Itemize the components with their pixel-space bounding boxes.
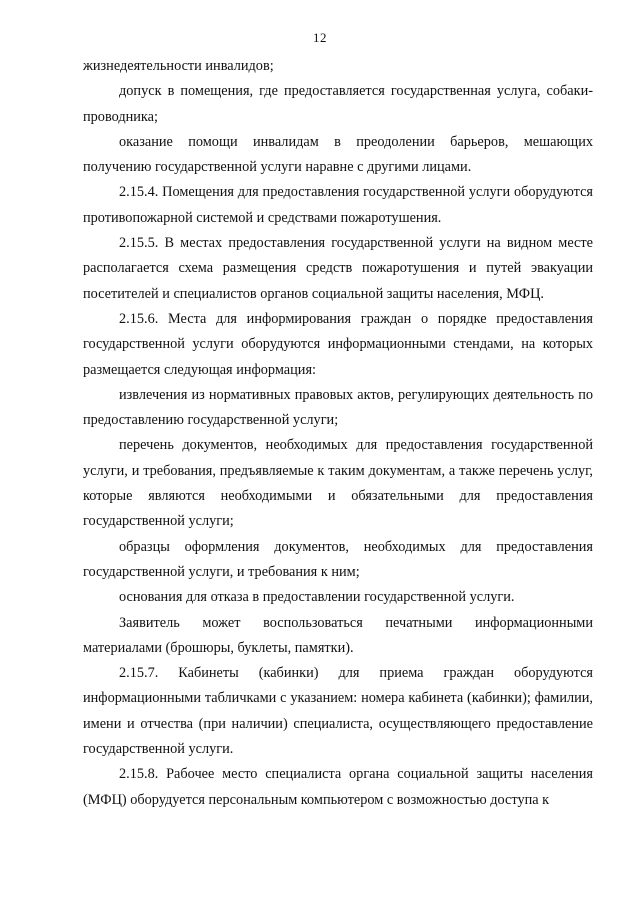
- paragraph-2-15-7: 2.15.7. Кабинеты (кабинки) для приема граждан оборудуются информационными табличками с указанием: номера кабинета (кабинки); фамилии, имени и отчества (при наличии) специалиста, осуществляющего предоставление государственной услуги.: [83, 665, 593, 758]
- paragraph-2-15-6: 2.15.6. Места для информирования граждан о порядке предоставления государственной услуги оборудуются информационными стендами, на которых размещается следующая информация:: [83, 310, 593, 378]
- paragraph-document-list: перечень документов, необходимых для предоставления государственной услуги, и требования, предъявляемые к таким документам, а также перечень услуг, которые являются необходимыми и обязательными для предоставления государственной услуги;: [83, 437, 593, 530]
- paragraph-2-15-8: 2.15.8. Рабочее место специалиста органа социальной защиты населения (МФЦ) оборудуется персональным компьютером с возможностью доступа к: [83, 766, 593, 808]
- paragraph-printed-materials: Заявитель может воспользоваться печатными информационными материалами (брошюры, буклеты, памятки).: [83, 614, 593, 656]
- paragraph-continuation: жизнедеятельности инвалидов;: [83, 58, 274, 74]
- page-number: 12: [313, 30, 327, 45]
- paragraph-document-samples: образцы оформления документов, необходимых для предоставления государственной услуги, и требования к ним;: [83, 538, 593, 580]
- document-body: [83, 54, 593, 813]
- paragraph-2-15-5: 2.15.5. В местах предоставления государственной услуги на видном месте располагается схема размещения средств пожаротушения и путей эвакуации посетителей и специалистов органов социальной защиты населения, МФЦ.: [83, 235, 593, 302]
- paragraph-2-15-4: 2.15.4. Помещения для предоставления государственной услуги оборудуются противопожарной системой и средствами пожаротушения.: [83, 184, 593, 226]
- paragraph-refusal-grounds: основания для отказа в предоставлении государственной услуги.: [119, 589, 515, 606]
- paragraph-guide-dog-access: допуск в помещения, где предоставляется государственная услуга, собаки-проводника;: [83, 83, 593, 125]
- paragraph-legal-extracts: извлечения из нормативных правовых актов, регулирующих деятельность по предоставлению государственной услуги;: [83, 386, 593, 429]
- paragraph-barrier-assistance: оказание помощи инвалидам в преодолении барьеров, мешающих получению государственной услуги наравне с другими лицами.: [83, 133, 593, 176]
